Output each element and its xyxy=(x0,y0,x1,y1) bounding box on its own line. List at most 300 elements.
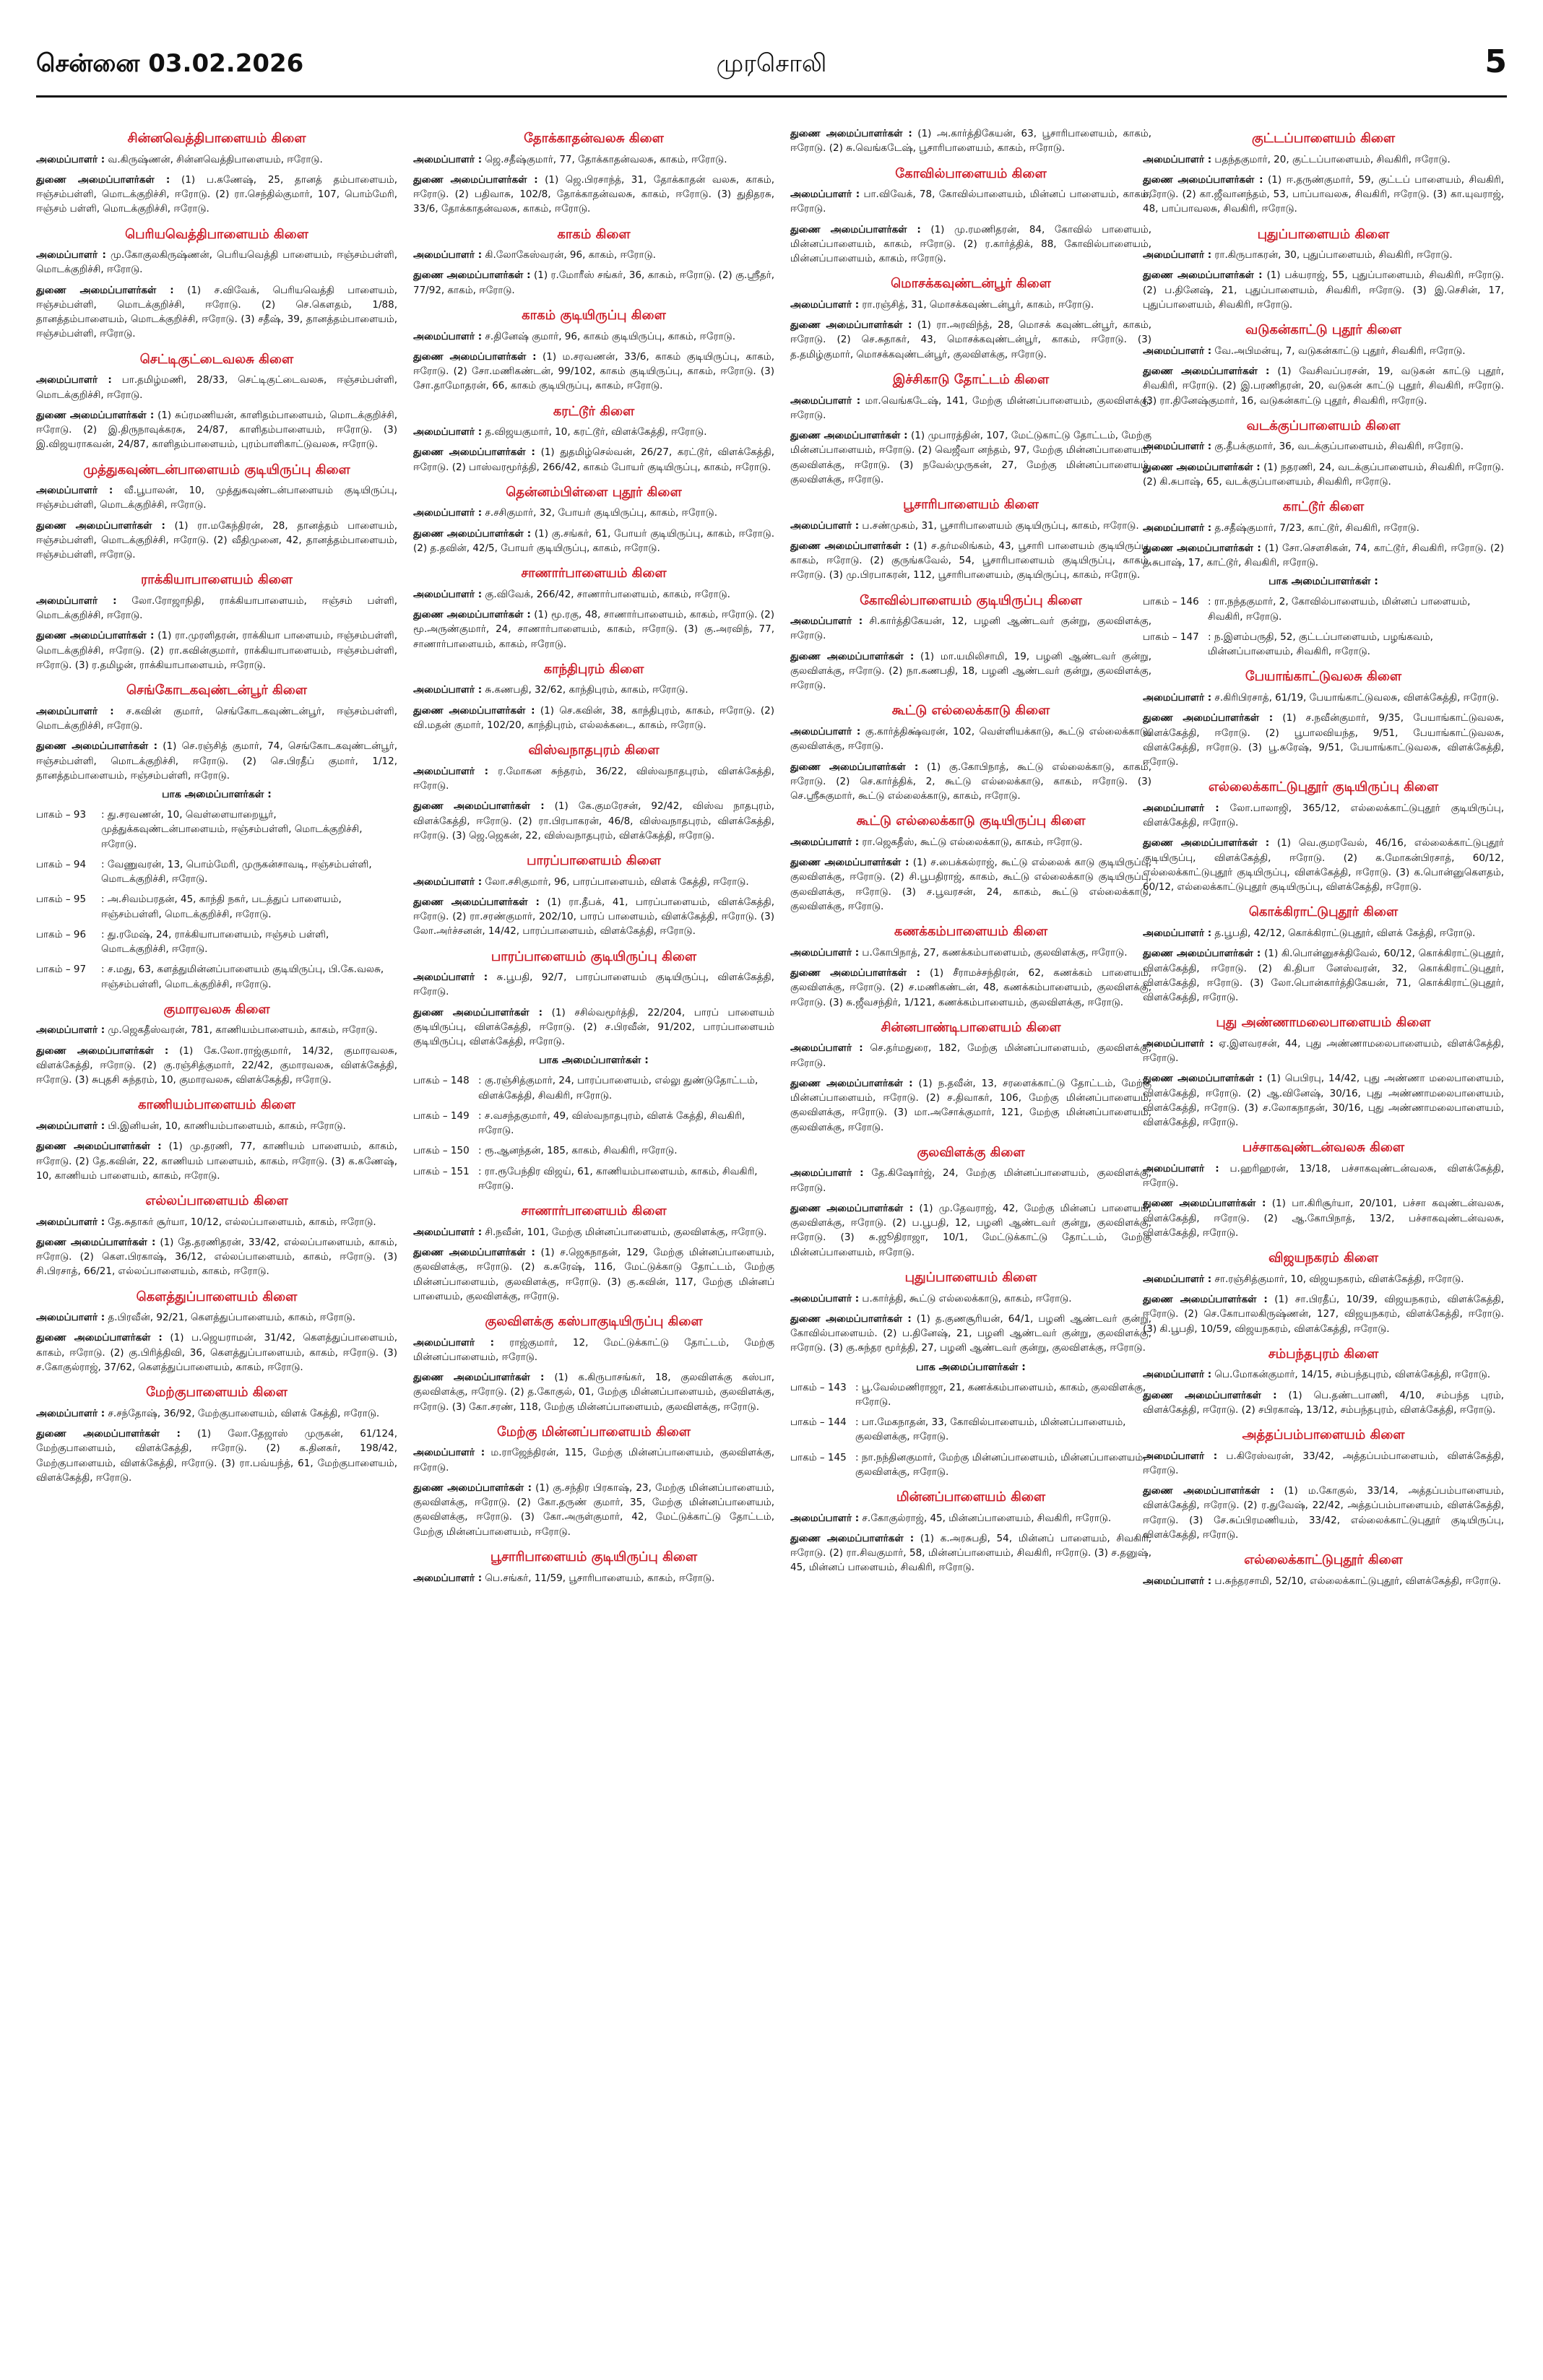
deputy-text: (1) ப.ஜெயராமன், 31/42, கௌத்துப்பாளையம், காகம், ஈரோடு. (2) கு.பிரித்திவி, 36, கௌத்துப்பாளையம், காகம், ஈரோடு. (3) ச.கோகுல்ராஜ், 37/62, கௌத்துப்பாளையம், காகம், ஈரோடு. xyxy=(36,1332,397,1373)
branch-section xyxy=(1143,322,1504,408)
organiser-line xyxy=(36,248,397,277)
branch-section xyxy=(1143,904,1504,1005)
deputy-line xyxy=(413,704,774,733)
organiser-label: அமைப்பாளர் : xyxy=(790,1042,863,1055)
organiser-line xyxy=(413,1571,774,1585)
deputy-label: துணை அமைப்பாளர்கள் : xyxy=(36,173,170,186)
organiser-line xyxy=(1143,1272,1504,1286)
deputy-label: துணை அமைப்பாளர்கள் : xyxy=(36,1428,181,1440)
deputy-line xyxy=(790,126,1151,156)
organiser-text: ப.கோபிநாத், 27, கணக்கம்பாளையம், குலவிளக்கு, ஈரோடு. xyxy=(862,946,1128,959)
branch-section xyxy=(36,1385,397,1485)
deputy-label: துணை அமைப்பாளர்கள் : xyxy=(1143,365,1270,378)
branch-title: புது அண்ணாமலைபாளையம் கிளை xyxy=(1216,1015,1431,1031)
organiser-label: அமைப்பாளர் : xyxy=(790,946,860,959)
deputy-line xyxy=(36,1139,397,1183)
branch-section xyxy=(36,131,397,217)
deputy-line xyxy=(1143,1196,1504,1240)
branch-title: காட்டூர் கிளை xyxy=(1282,499,1365,515)
organiser-text: பி.இனியன், 10, காணியம்பாளையம், காகம், ஈரோடு. xyxy=(108,1120,346,1132)
ward-row xyxy=(790,1415,1151,1445)
deputy-text: (1) கி.பொன்னுசக்திவேல், 60/12, கொக்கிராட்டுபுதூர், விளக்கேத்தி, ஈரோடு. (2) கி.திபா னேஸ்வரன், 32, கொக்கிராட்டுபுதூர், விளக்கேத்தி, ஈரோடு. (3) லோ.பொன்கார்த்திகேயன், 71, கொக்கிராட்டுபுதூர், விளக்கேத்தி, ஈரோடு. xyxy=(1143,948,1504,1003)
organiser-line xyxy=(1143,521,1504,535)
organiser-label: அமைப்பாளர் : xyxy=(1143,249,1212,261)
deputy-label: துணை அமைப்பாளர்கள் : xyxy=(413,800,545,813)
organiser-text: ம.ராஜேந்திரன், 115, மேற்கு மின்னப்பாளையம், குலவிளக்கு, ஈரோடு. xyxy=(413,1447,774,1474)
organiser-label: அமைப்பாளர் : xyxy=(1143,1037,1214,1050)
branch-title: எல்லைக்காட்டுபுதூர் கிளை xyxy=(1244,1552,1403,1568)
organiser-text: தே.கிஷோர்ஜ், 24, மேற்கு மின்னப்பாளையம், குலவிளக்கு, ஈரோடு. xyxy=(790,1167,1151,1194)
deputy-line xyxy=(1143,460,1504,490)
deputy-line xyxy=(36,408,397,452)
organiser-label: அமைப்பாளர் : xyxy=(36,1120,105,1132)
ward-number: பாகம் – 145 xyxy=(790,1451,847,1463)
ward-organiser: : பா.மேகநாதன், 33, கோவில்பாளையம், மின்னப்பாளையம், குலவிளக்கு, ஈரோடு. xyxy=(855,1416,1126,1443)
branch-title: விஸ்வநாதபுரம் கிளை xyxy=(528,743,660,758)
deputy-text: (1) செ.ரஞ்சித் குமார், 74, செங்கோடகவுண்டன்பூர், ஈஞ்சம்பள்ளி, மொடக்குறிச்சி, ஈரோடு. (2) செ.பிரதீப் குமார், 1/12, தானத்தம்பாளையம், ஈஞ்சம்பள்ளி, ஈரோடு. xyxy=(36,740,397,782)
deputy-line xyxy=(1143,173,1504,217)
branch-title: கூட்டு எல்லைக்காடு குடியிருப்பு கிளை xyxy=(856,813,1086,829)
branch-title: காணியம்பாளையம் கிளை xyxy=(138,1097,295,1113)
organiser-text: ப.சுந்தரசாமி, 52/10, எல்லைக்காட்டுபுதூர், விளக்கேத்தி, ஈரோடு. xyxy=(1214,1575,1501,1587)
ward-row xyxy=(413,1073,774,1103)
organiser-label: அமைப்பாளர் : xyxy=(1143,802,1219,814)
branch-section xyxy=(1143,1552,1504,1588)
branch-section xyxy=(790,166,1151,267)
deputy-label: துணை அமைப்பாளர்கள் : xyxy=(36,409,155,421)
organiser-label: அமைப்பாளர் : xyxy=(36,1407,105,1419)
branch-title: சாணார்பாளையம் கிளை xyxy=(521,566,667,581)
deputy-text: (1) பா.கிரிசூர்யா, 20/101, பச்சா கவுண்டன்வலசு, விளக்கேத்தி, ஈரோடு. (2) ஆ.கோபிநாத், 13/2, பச்சாகவுண்டன்வலசு, விளக்கேத்தி, ஈரோடு. xyxy=(1143,1198,1504,1239)
organiser-text: வே.அபிமன்யு, 7, வடுகன்காட்டு புதூர், சிவகிரி, ஈரோடு. xyxy=(1214,345,1466,357)
deputy-line xyxy=(36,519,397,563)
organiser-text: கு.கார்த்திக்ஷ்வரன், 102, வெள்ளியக்காடு, கூட்டு எல்லைக்காடு, குலவிளக்கு, ஈரோடு. xyxy=(790,726,1151,753)
deputy-line xyxy=(36,1044,397,1088)
deputy-label: துணை அமைப்பாளர்கள் : xyxy=(413,896,540,908)
deputy-line xyxy=(1143,364,1504,408)
branch-title: கரட்டூர் கிளை xyxy=(553,403,635,419)
branch-section xyxy=(790,924,1151,1010)
organiser-line xyxy=(413,425,774,439)
deputy-label: துணை அமைப்பாளர்கள் : xyxy=(413,1006,543,1018)
organiser-label: அமைப்பாளர் : xyxy=(413,1336,495,1349)
organiser-text: ரா.ரஞ்சித், 31, மொசக்கவுண்டன்பூர், காகம், ஈரோடு. xyxy=(862,298,1094,311)
organiser-label: அமைப்பாளர் : xyxy=(36,1024,105,1037)
deputy-label: துணை அமைப்பாளர்கள் : xyxy=(36,740,158,753)
deputy-label: துணை அமைப்பாளர்கள் : xyxy=(790,857,909,869)
deputy-text: (1) வேசிவப்பரசன், 19, வடுகன் காட்டு புதூர், சிவகிரி, ஈரோடு. (2) இ.பரணிதரன், 20, வடுகன் காட்டு புதூர், சிவகிரி, ஈரோடு. (3) ரா.தினேஷ்குமார், 16, வடுகன்காட்டு புதூர், சிவகிரி, ஈரோடு. xyxy=(1143,365,1504,407)
organiser-line xyxy=(413,248,774,262)
branch-section xyxy=(413,743,774,843)
deputy-text: (1) ம.கோகுல், 33/14, அத்தப்பம்பாளையம், விளக்கேத்தி, ஈரோடு. (2) ர.துவேஷ், 22/42, அத்தப்பம்பாளையம், விளக்கேத்தி, ஈரோடு. (3) சே.சுப்பிரமணியம், 33/42, எல்லைக்காட்டுபுதூர் குடியிருப்பு, விளக்கேத்தி, ஈரோடு. xyxy=(1143,1485,1504,1541)
ward-row xyxy=(413,1143,774,1158)
deputy-text: (1) துதமிழ்செல்வன், 26/27, கரட்டூர், விளக்கேத்தி, ஈரோடு. (2) பாஸ்வரமூர்த்தி, 266/42, காகம் போயர் குடியிருப்பு, காகம், ஈரோடு. xyxy=(413,446,774,473)
branch-section xyxy=(413,131,774,217)
deputy-label: துணை அமைப்பாளர்கள் : xyxy=(1143,1073,1263,1085)
branch-section xyxy=(1143,669,1504,769)
deputy-text: (1) லோ.தேஜாஸ் முருகன், 61/124, மேற்குபாளையம், விளக்கேத்தி, ஈரோடு. (2) க.தினகர், 198/42, மேற்குபாளையம், விளக்கேத்தி, ஈரோடு. (3) ரா.பவ்யந்த், 61, மேற்குபாளையம், விளக்கேத்தி, ஈரோடு. xyxy=(36,1428,397,1484)
organiser-text: த.பிரவீன், 92/21, கௌத்துப்பாளையம், காகம், ஈரோடு. xyxy=(108,1312,356,1324)
branch-section xyxy=(790,1489,1151,1575)
organiser-text: ர.மோகன சுந்தரம், 36/22, விஸ்வநாதபுரம், விளக்கேத்தி, ஈரோடு. xyxy=(413,765,774,792)
deputy-line xyxy=(790,1201,1151,1260)
deputy-text: (1) செ.கவின், 38, காந்திபுரம், காகம், ஈரோடு. (2) வி.மதன் குமார், 102/20, காந்திபுரம், எல்லக்கடை, காகம், ஈரோடு. xyxy=(413,704,774,731)
deputy-label: துணை அமைப்பாளர்கள் : xyxy=(790,1312,912,1325)
deputy-label: துணை அமைப்பாளர்கள் : xyxy=(1143,1485,1274,1497)
organiser-line xyxy=(1143,439,1504,454)
deputy-text: (1) ச.விவேக், பெரியவெத்தி பாளையம், ஈஞ்சம்பள்ளி, மொடக்குறிச்சி, ஈரோடு. (2) செ.கௌதம், 1/88, தானத்தம்பாளையம், மொடக்குறிச்சி, ஈரோடு. (3) சதீஷ், 39, தானத்தம்பாளையம், ஈஞ்சம்பள்ளி, ஈரோடு. xyxy=(36,284,397,340)
branch-title: கோவில்பாளையம் குடியிருப்பு கிளை xyxy=(860,592,1082,608)
organiser-line xyxy=(1143,1367,1504,1382)
organiser-label: அமைப்பாளர் : xyxy=(413,972,488,984)
deputy-text: (1) ப.கணேஷ், 25, தானத் தம்பாளையம், ஈஞ்சம்பள்ளி, மொடக்குறிச்சி, ஈரோடு. (2) ரா.செந்தில்குமார், 107, பொம்மேரி, ஈஞ்சம் பள்ளி, மொடக்குறிச்சி, ஈரோடு. xyxy=(36,173,397,215)
deputy-label: துணை அமைப்பாளர்கள் : xyxy=(790,319,912,332)
branch-title: முத்துகவுண்டன்பாளையம் குடியிருப்பு கிளை xyxy=(83,462,350,477)
organiser-text: கி.லோகேஸ்வரன், 96, காகம், ஈரோடு. xyxy=(485,249,656,261)
organiser-text: ப.கிரேஸ்வரன், 33/42, அத்தப்பம்பாளையம், விளக்கேத்தி, ஈரோடு. xyxy=(1143,1450,1504,1476)
branch-title: புதுப்பாளையம் கிளை xyxy=(1257,226,1390,242)
organiser-line xyxy=(790,1166,1151,1195)
branch-title: விஜயநகரம் கிளை xyxy=(1268,1250,1379,1266)
organiser-text: மா.வெங்கடேஷ், 141, மேற்கு மின்னப்பாளையம், குலவிளக்கு, ஈரோடு. xyxy=(790,394,1151,421)
branch-title: கௌத்துப்பாளையம் கிளை xyxy=(136,1289,298,1304)
ward-organiser: : வேணுவரன், 13, பொம்மேரி, முருகன்சாவடி, ஈஞ்சம்பள்ளி, மொடக்குறிச்சி, ஈரோடு. xyxy=(101,858,372,886)
organiser-line xyxy=(1143,344,1504,358)
organiser-text: சு.பூபதி, 92/7, பாரப்பாளையம் குடியிருப்பு, விளக்கேத்தி, ஈரோடு. xyxy=(413,972,774,998)
deputy-line xyxy=(790,222,1151,267)
branch-section xyxy=(413,404,774,475)
organiser-line xyxy=(1143,1161,1504,1191)
deputy-line xyxy=(1143,541,1504,571)
organiser-text: சி.கார்த்திகேயன், 12, பழனி ஆண்டவர் குன்று, குலவிளக்கு, ஈரோடு. xyxy=(790,615,1151,642)
deputy-line xyxy=(413,527,774,556)
organiser-text: ப.ஹரிஹரன், 13/18, பச்சாகவுண்டன்வலசு, விளக்கேத்தி, ஈரோடு. xyxy=(1143,1162,1504,1190)
deputy-line xyxy=(36,173,397,217)
branch-title: பூசாரிபாளையம் கிளை xyxy=(903,497,1039,513)
branch-section xyxy=(1143,131,1504,217)
branch-title: வடக்குப்பாளையம் கிளை xyxy=(1246,417,1401,433)
branch-section xyxy=(413,1314,774,1414)
deputy-line xyxy=(413,1245,774,1304)
deputy-label: துணை அமைப்பாளர்கள் : xyxy=(1143,461,1261,473)
organiser-label: அமைப்பாளர் : xyxy=(36,374,112,386)
branch-title: சம்பந்தபுரம் கிளை xyxy=(1268,1346,1379,1362)
organiser-text: மு.ஜெகதீஸ்வரன், 781, காணியம்பாளையம், காகம், ஈரோடு. xyxy=(108,1024,378,1037)
deputy-line xyxy=(790,1076,1151,1135)
organiser-line xyxy=(1143,801,1504,831)
ward-row xyxy=(1143,630,1504,659)
deputy-line xyxy=(413,268,774,298)
header-rule xyxy=(36,95,1507,98)
organiser-text: ச.சந்தோஷ், 36/92, மேற்குபாளையம், விளக் கேத்தி, ஈரோடு. xyxy=(108,1407,380,1419)
branch-title: ராக்கியாபாளையம் கிளை xyxy=(140,572,293,588)
deputy-text: (1) க.அரசுபதி, 54, மின்னப் பாளையம், சிவகிரி, ஈரோடு. (2) ரா.சிவகுமார், 58, மின்னப்பாளையம், சிவகிரி, ஈரோடு. (3) ச.தனுஷ், 45, மின்னப் பாளையம், சிவகிரி, ஈரோடு. xyxy=(790,1532,1151,1574)
deputy-text: (1) மூ.ரகு, 48, சாணார்பாளையம், காகம், ஈரோடு. (2) மூ.அருண்குமார், 24, சாணார்பாளையம், காகம், ஈரோடு. (3) கு.அரவிந், 77, சாணார்பாளையம், காகம், ஈரோடு. xyxy=(413,609,774,650)
organiser-label: அமைப்பாளர் : xyxy=(1143,345,1212,357)
organiser-text: மு.கோகுலகிருஷ்ணன், பெரியவெத்தி பாளையம், ஈஞ்சம்பள்ளி, மொடக்குறிச்சி, ஈரோடு. xyxy=(36,249,397,276)
newspaper-title: முரசொலி xyxy=(716,49,827,78)
deputy-label: துணை அமைப்பாளர்கள் : xyxy=(1143,1198,1266,1210)
deputy-line xyxy=(413,799,774,843)
ward-organiser: : பூ.வேல்மணிராஜா, 21, கணக்கம்பாளையம், காகம், குலவிளக்கு, ஈரோடு. xyxy=(855,1381,1146,1408)
deputy-text: (1) சா.பிரதீப், 10/39, விஜயநகரம், விளக்கேத்தி, ஈரோடு. (2) செ.கோபாலகிருஷ்ணன், 127, விஜயநகரம், விளக்கேத்தி, ஈரோடு. (3) கி.பூபதி, 10/59, விஜயநகரம், விளக்கேத்தி, ஈரோடு. xyxy=(1143,1294,1504,1335)
branch-title: சாணார்பாளையம் கிளை xyxy=(521,1203,667,1219)
deputy-line xyxy=(1143,946,1504,1005)
branch-title: பாரப்பாளையம் குடியிருப்பு கிளை xyxy=(490,948,697,964)
branch-section xyxy=(36,1289,397,1375)
ward-organiser: : ச.மது, 63, களத்துமின்னப்பாளையம் குடியிருப்பு, பி.கே.வலசு, ஈஞ்சம்பள்ளி, மொடக்குறிச்சி, ஈரோடு. xyxy=(101,964,384,990)
organiser-line xyxy=(36,373,397,402)
organiser-label: அமைப்பாளர் : xyxy=(36,594,117,607)
organiser-line xyxy=(36,1023,397,1037)
branch-section xyxy=(413,1549,774,1585)
branch-title: எல்லைக்காட்டுபுதூர் குடியிருப்பு கிளை xyxy=(1208,779,1439,795)
ward-number: பாகம் – 150 xyxy=(413,1145,470,1157)
organiser-line xyxy=(1143,691,1504,705)
deputy-line xyxy=(790,318,1151,362)
organiser-label: அமைப்பாளர் : xyxy=(790,298,860,311)
ward-organiser: : கு.ரஞ்சித்குமார், 24, பாரப்பாளையம், எல்லு துண்டுதோட்டம், விளக்கேத்தி, சிவகிரி, ஈரோடு. xyxy=(478,1075,758,1102)
deputy-text: (1) ச.ஜெகநாதன், 129, மேற்கு மின்னப்பாளையம், குலவிளக்கு, ஈரோடு. (2) க.சுரேஷ், 116, மேட்டுக்காடு தோட்டம், மேற்கு மின்னப்பாளையம், குலவிளக்கு, ஈரோடு. (3) கு.கவின், 117, மேற்கு மின்னப் பாளையம், குலவிளக்கு, ஈரோடு. xyxy=(413,1247,774,1302)
deputy-label: துணை அமைப்பாளர்கள் : xyxy=(790,1077,913,1089)
organiser-line xyxy=(790,187,1151,217)
organiser-text: த.பூபதி, 42/12, கொக்கிராட்டுபுதூர், விளக் கேத்தி, ஈரோடு. xyxy=(1214,927,1476,939)
branch-title: தோக்காதன்வலசு கிளை xyxy=(524,131,664,146)
ward-organiser: : து.சரவணன், 10, வெள்ளையாறையூர், முத்துக்கவுண்டன்பாளையம், ஈஞ்சம்பள்ளி, மொடக்குறிச்சி, ஈரோடு. xyxy=(101,809,363,850)
deputy-text: (1) ம.சரவணன், 33/6, காகம் குடியிருப்பு, காகம், ஈரோடு. (2) சோ.மணிகண்டன், 99/102, காகம் குடியிருப்பு, காகம், ஈரோடு. (3) சோ.தாமோதரன், 66, காகம் குடியிருப்பு, காகம், ஈரோடு. xyxy=(413,350,774,392)
organiser-text: த.சதீஷ்குமார், 7/23, காட்டூர், சிவகிரி, ஈரோடு. xyxy=(1214,522,1419,534)
branch-title: இச்சிகாடு தோட்டம் கிளை xyxy=(892,371,1050,387)
organiser-line xyxy=(790,394,1151,423)
ward-number: பாகம் – 148 xyxy=(413,1075,470,1087)
organiser-line xyxy=(36,1119,397,1133)
ward-organisers-heading: பாக அமைப்பாளர்கள் : xyxy=(1268,576,1378,588)
organiser-label: அமைப்பாளர் : xyxy=(36,705,114,717)
organiser-text: லோ.ரோஜாநிதி, ராக்கியாபாளையம், ஈஞ்சம் பள்ளி, மொடக்குறிச்சி, ஈரோடு. xyxy=(36,594,397,622)
organiser-line xyxy=(413,875,774,889)
deputy-text: (1) ஈ.தருண்குமார், 59, குட்டப் பாளையம், சிவகிரி, ஈரோடு. (2) கா.ஜீவானந்தம், 53, பாப்பாவலசு, சிவகிரி, ஈரோடு. (3) கா.யுவராஜ், 48, பாப்பாவலசு, சிவகிரி, ஈரோடு. xyxy=(1143,173,1504,215)
branch-section xyxy=(413,1203,774,1304)
organiser-label: அமைப்பாளர் : xyxy=(1143,1369,1212,1381)
organiser-text: பா.விவேக், 78, கோவில்பாளையம், மின்னப் பாளையம், காகம், ஈரோடு. xyxy=(790,189,1151,215)
branch-title: பெரியவெத்திபாளையம் கிளை xyxy=(125,226,308,242)
branch-section xyxy=(36,683,397,992)
branch-section xyxy=(1143,1427,1504,1542)
deputy-text: (1) கு.சங்கர், 61, போயர் குடியிருப்பு, காகம், ஈரோடு. (2) த.தவின், 42/5, போயர் குடியிருப்பு, காகம், ஈரோடு. xyxy=(413,527,774,554)
ward-row xyxy=(36,927,397,957)
organiser-label: அமைப்பாளர் : xyxy=(413,507,483,519)
deputy-text: (1) சீராமச்சந்திரன், 62, கணக்கம் பாளையம், குலவிளக்கு, ஈரோடு. (2) ச.மணிகண்டன், 48, கணக்கம்பாளையம், குலவிளக்கு, ஈரோடு. (3) சு.ஜீவசந்திர், 1/121, கணக்கம்பாளையம், குலவிளக்கு, ஈரோடு. xyxy=(790,967,1151,1008)
branch-title: மேற்குபாளையம் கிளை xyxy=(146,1385,288,1401)
deputy-text: (1) க.கிருபாசங்கர், 18, குலவிளக்கு கஸ்பா, குலவிளக்கு, ஈரோடு. (2) த.கோகுல், 01, மேற்கு மின்னப்பாளையம், குலவிளக்கு, ஈரோடு. (3) கோ.சரண், 118, மேற்கு மின்னப்பாளையம், குலவிளக்கு, ஈரோடு. xyxy=(413,1372,774,1413)
organiser-label: அமைப்பாளர் : xyxy=(36,1216,105,1228)
organiser-line xyxy=(413,1445,774,1475)
organiser-label: அமைப்பாளர் : xyxy=(36,153,105,165)
organiser-line xyxy=(1143,926,1504,940)
ward-number: பாகம் – 146 xyxy=(1143,596,1199,608)
organiser-label: அமைப்பாளர் : xyxy=(1143,1450,1218,1462)
ward-row xyxy=(36,892,397,922)
branch-section xyxy=(1143,499,1504,659)
deputy-text: (1) ஜெ.பிரசாந்த், 31, தோக்காதன் வலசு, காகம், ஈரோடு. (2) பதிவாசு, 102/8, தோக்காதன்வலசு, காகம், ஈரோடு. (3) துதிதரசு, 33/6, தோக்காதன்வலசு, காகம், ஈரோடு. xyxy=(413,173,774,215)
deputy-label: துணை அமைப்பாளர்கள் : xyxy=(790,223,921,235)
organiser-label: அமைப்பாளர் : xyxy=(36,249,106,261)
deputy-line xyxy=(36,739,397,783)
deputy-text: (1) ச.தர்மலிங்கம், 43, பூசாரி பாளையம் குடியிருப்பு, காகம், ஈரோடு. (2) குருங்கவேல், 54, பூசாரிபாளையம் குடியிருப்பு, காகம், ஈரோடு. (3) மு.பிரபாகரன், 112, பூசாரிபாளையம், குடியிருப்பு, காகம், ஈரோடு. xyxy=(790,540,1151,581)
branch-section xyxy=(413,566,774,652)
deputy-text: (1) மு.தரணி, 77, காணியம் பாளையம், காகம், ஈரோடு. (2) தே.கவின், 22, காணியம் பாளையம், காகம், ஈரோடு. (3) க.கணேஷ், 10, காணியம் பாளையம், காகம், ஈரோடு. xyxy=(36,1141,397,1182)
branch-title: கோவில்பாளையம் கிளை xyxy=(895,165,1047,181)
ward-number: பாகம் – 95 xyxy=(36,893,87,906)
organiser-label: அமைப்பாளர் : xyxy=(1143,1575,1212,1587)
organiser-text: ஏ.இளவரசன், 44, புது அண்ணாமலைபாளையம், விளக்கேத்தி, ஈரோடு. xyxy=(1143,1037,1504,1065)
deputy-line xyxy=(413,1370,774,1414)
deputy-line xyxy=(36,283,397,342)
organiser-label: அமைப்பாளர் : xyxy=(413,765,489,777)
branch-section xyxy=(1143,1346,1504,1417)
organiser-label: அமைப்பாளர் : xyxy=(413,1226,483,1238)
organiser-label: அமைப்பாளர் : xyxy=(1143,692,1212,704)
deputy-line xyxy=(413,895,774,939)
deputy-label: துணை அமைப்பாளர்கள் : xyxy=(413,609,531,621)
deputy-label: துணை அமைப்பாளர்கள் : xyxy=(413,1481,532,1494)
deputy-line xyxy=(413,1005,774,1050)
branch-title: சின்னபாண்டிபாளையம் கிளை xyxy=(881,1019,1061,1035)
organiser-label: அமைப்பாளர் : xyxy=(790,1292,860,1304)
branch-title: பாரப்பாளையம் கிளை xyxy=(527,853,661,868)
ward-row xyxy=(413,1164,774,1194)
organiser-text: பதந்தகுமார், 20, குட்டப்பாளையம், சிவகிரி, ஈரோடு. xyxy=(1214,153,1451,165)
organiser-line xyxy=(36,704,397,734)
branch-title: சின்னவெத்திபாளையம் கிளை xyxy=(127,131,306,146)
organiser-label: அமைப்பாளர் : xyxy=(413,1572,483,1584)
organiser-line xyxy=(790,519,1151,533)
page-header xyxy=(36,43,1507,87)
deputy-text: (1) ர.மோரீஸ் சங்கர், 36, காகம், ஈரோடு. (2) கு.ஸ்ரீதர், 77/92, காகம், ஈரோடு. xyxy=(413,269,774,296)
deputy-text: (1) பக்யராஜ், 55, புதுப்பாளையம், சிவகிரி, ஈரோடு. (2) ப.தினேஷ், 21, புதுப்பாளையம், சிவகிரி, ஈரோடு. (3) இ.செசின், 17, புதுப்பாளையம், சிவகிரி, ஈரோடு. xyxy=(1143,269,1504,311)
branch-section xyxy=(790,497,1151,583)
branch-section xyxy=(1143,227,1504,313)
organiser-label: அமைப்பாளர் : xyxy=(790,519,860,532)
organiser-text: சா.ரஞ்சித்குமார், 10, விஜயநகரம், விளக்கேத்தி, ஈரோடு. xyxy=(1214,1273,1464,1285)
deputy-text: (1) கு.கோபிநாத், கூட்டு எல்லைக்காடு, காகம், ஈரோடு. (2) செ.கார்த்திக், 2, கூட்டு எல்லைக்காடு, காகம், ஈரோடு. (3) செ.ஸ்ரீசுகுமார், கூட்டு எல்லைக்காடு, காகம், ஈரோடு. xyxy=(790,761,1151,802)
ward-organiser: : ரா.ரூபேந்திர விஜய், 61, காணியம்பாளையம், காகம், சிவகிரி, ஈரோடு. xyxy=(478,1165,758,1192)
organiser-label: அமைப்பாளர் : xyxy=(413,684,483,696)
organiser-line xyxy=(790,1041,1151,1070)
branch-title: எல்லப்பாளையம் கிளை xyxy=(145,1193,288,1208)
organiser-text: கு.தீபக்குமார், 36, வடக்குப்பாளையம், சிவகிரி, ஈரோடு. xyxy=(1214,441,1464,453)
deputy-text: (1) மு.தேவராஜ், 42, மேற்கு மின்னப் பாளையம், குலவிளக்கு, ஈரோடு. (2) ப.பூபதி, 12, பழனி ஆண்டவர் குன்று, குலவிளக்கு, ஈரோடு. (3) சு.ஜூதிராஜா, 10/1, மேட்டுக்காட்டு தோட்டம், மேற்கு மின்னப்பாளையம், ஈரோடு. xyxy=(790,1202,1151,1258)
ward-number: பாகம் – 96 xyxy=(36,928,87,940)
deputy-label: துணை அமைப்பாளர்கள் : xyxy=(413,269,531,282)
deputy-line xyxy=(1143,268,1504,312)
deputy-label: துணை அமைப்பாளர்கள் : xyxy=(36,1332,163,1344)
deputy-line xyxy=(1143,1484,1504,1542)
organiser-text: ரா.ஜெகதீஸ், கூட்டு எல்லைக்காடு, காகம், ஈரோடு. xyxy=(862,836,1083,848)
organiser-line xyxy=(790,945,1151,960)
organiser-line xyxy=(1143,1037,1504,1066)
organiser-label: அமைப்பாளர் : xyxy=(1143,1162,1219,1174)
organiser-line xyxy=(790,1511,1151,1526)
branch-title: வடுகன்காட்டு புதூர் கிளை xyxy=(1245,322,1401,338)
organiser-label: அமைப்பாளர் : xyxy=(1143,927,1212,939)
deputy-text: (1) சோ.சௌசிகன், 74, காட்டூர், சிவகிரி, ஈரோடு. (2) த.சுபாஷ், 17, காட்டூர், சிவகிரி, ஈரோடு. xyxy=(1143,542,1504,569)
ward-row xyxy=(790,1450,1151,1480)
deputy-label: துணை அமைப்பாளர்கள் : xyxy=(1143,173,1263,186)
branch-title: காந்திபுரம் கிளை xyxy=(543,661,644,677)
ward-row xyxy=(36,808,397,852)
branch-title: செட்டிகுட்டைவலசு கிளை xyxy=(139,351,294,367)
branch-title: செங்கோடகவுண்டன்பூர் கிளை xyxy=(126,683,308,698)
organiser-line xyxy=(790,724,1151,754)
deputy-line xyxy=(790,760,1151,804)
deputy-label: துணை அமைப்பாளர்கள் : xyxy=(790,650,915,662)
branch-title: கூட்டு எல்லைக்காடு கிளை xyxy=(891,703,1050,719)
branch-title: காகம் குடியிருப்பு கிளை xyxy=(522,307,666,323)
organiser-text: ச.தினேஷ் குமார், 96, காகம் குடியிருப்பு, காகம், ஈரோடு. xyxy=(485,330,735,342)
branch-title: குமாரவலசு கிளை xyxy=(163,1001,270,1017)
organiser-label: அமைப்பாளர் : xyxy=(790,726,861,738)
branch-section xyxy=(36,352,397,452)
organiser-label: அமைப்பாளர் : xyxy=(413,330,483,342)
organiser-text: தே.சுதாகர் சூர்யா, 10/12, எல்லப்பாளையம், காகம், ஈரோடு. xyxy=(108,1216,376,1228)
organiser-label: அமைப்பாளர் : xyxy=(790,1512,860,1524)
deputy-text: (1) ரா.அரவிந்த், 28, மொசக் கவுண்டன்பூர், காகம், ஈரோடு. (2) செ.சுதாகர், 43, மொசக்கவுண்டன்பூர், காகம், ஈரோடு. (3) த.தமிழ்குமார், மொசக்கவுண்டன்பூர், குலவிளக்கு, ஈரோடு. xyxy=(790,319,1151,360)
organiser-line xyxy=(790,1291,1151,1306)
organiser-line xyxy=(413,970,774,1000)
page-number: 5 xyxy=(1484,43,1507,80)
organiser-line xyxy=(1143,1574,1504,1588)
organiser-line xyxy=(413,329,774,344)
organiser-line xyxy=(790,614,1151,644)
deputy-line xyxy=(36,1427,397,1485)
organiser-label: அமைப்பாளர் : xyxy=(790,615,863,628)
deputy-label: துணை அமைப்பாளர்கள் : xyxy=(790,430,908,442)
organiser-line xyxy=(790,298,1151,312)
organiser-text: லோ.பாலாஜி, 365/12, எல்லைக்காட்டுபுதூர் குடியிருப்பு, விளக்கேத்தி, ஈரோடு. xyxy=(1143,802,1504,829)
ward-organiser: : நா.நந்தினகுமார், மேற்கு மின்னப்பாளையம், மின்னப்பாளையம், குலவிளக்கு, ஈரோடு. xyxy=(855,1451,1146,1478)
ward-number: பாகம் – 94 xyxy=(36,858,87,870)
organiser-line xyxy=(1143,1449,1504,1479)
branch-section xyxy=(790,813,1151,914)
branch-section xyxy=(1143,1140,1504,1240)
deputy-text: (1) மு.ரமணிதரன், 84, கோவில் பாளையம், மின்னப்பாளையம், காகம், ஈரோடு. (2) ர.கார்த்திக், 88, கோவில்பாளையம், மின்னப்பாளையம், காகம், ஈரோடு. xyxy=(790,223,1151,265)
deputy-label: துணை அமைப்பாளர்கள் : xyxy=(413,446,535,459)
ward-organisers-heading: பாக அமைப்பாளர்கள் : xyxy=(916,1361,1026,1373)
deputy-line xyxy=(36,628,397,672)
organiser-text: லோ.சசிகுமார், 96, பாரப்பாளையம், விளக் கேத்தி, ஈரோடு. xyxy=(485,875,749,888)
organiser-text: செ.தர்மதுரை, 182, மேற்கு மின்னப்பாளையம், குலவிளக்கு, ஈரோடு. xyxy=(790,1042,1151,1069)
deputy-label: துணை அமைப்பாளர்கள் : xyxy=(1143,1389,1277,1401)
deputy-line xyxy=(790,649,1151,693)
organiser-line xyxy=(790,835,1151,849)
deputy-label: துணை அமைப்பாளர்கள் : xyxy=(790,540,909,552)
deputy-label: துணை அமைப்பாளர்கள் : xyxy=(413,704,535,717)
branch-section xyxy=(790,593,1151,693)
deputy-label: துணை அமைப்பாளர்கள் : xyxy=(1143,1294,1268,1306)
deputy-text: (1) வெ.குமரவேல், 46/16, எல்லைக்காட்டுபுதூர் குடியிருப்பு, விளக்கேத்தி, ஈரோடு. (2) க.மோகன்பிரசாத், 60/12, எல்லைக்காட்டுபுதூர் குடியிருப்பு, விளக்கேத்தி, ஈரோடு. (3) க.பொன்னுகௌதம், 60/12, எல்லைக்காட்டுபுதூர் குடியிருப்பு, விளக்கேத்தி, ஈரோடு. xyxy=(1143,837,1504,893)
deputy-text: (1) த.குணசூரியன், 64/1, பழனி ஆண்டவர் குன்று, கோவில்பாளையம். (2) ப.தினேஷ், 21, பழனி ஆண்டவர் குன்று, குலவிளக்கு, ஈரோடு. (3) கு.சுந்தர மூர்த்தி, 27, பழனி ஆண்டவர் குன்று, குலவிளக்கு, ஈரோடு. xyxy=(790,1312,1151,1354)
deputy-line xyxy=(790,1531,1151,1575)
organiser-text: ராஜ்குமார், 12, மேட்டுக்காட்டு தோட்டம், மேற்கு மின்னப்பாளையம், ஈரோடு. xyxy=(413,1336,774,1363)
ward-number: பாகம் – 151 xyxy=(413,1165,470,1177)
deputy-line xyxy=(1143,711,1504,769)
deputy-label: துணை அமைப்பாளர்கள் : xyxy=(1143,837,1270,849)
branch-section xyxy=(790,1020,1151,1135)
branch-section xyxy=(790,1270,1151,1479)
deputy-line xyxy=(790,1312,1151,1356)
deputy-text: (1) கே.குமரேசன், 92/42, விஸ்வ நாதபுரம், விளக்கேத்தி, ஈரோடு. (2) ரா.பிரபாகரன், 46/8, விஸ்வநாதபுரம், விளக்கேத்தி, ஈரோடு. (3) ஜெ.ஜெகன், 22, விஸ்வநாதபுரம், விளக்கேத்தி, ஈரோடு. xyxy=(413,800,774,841)
